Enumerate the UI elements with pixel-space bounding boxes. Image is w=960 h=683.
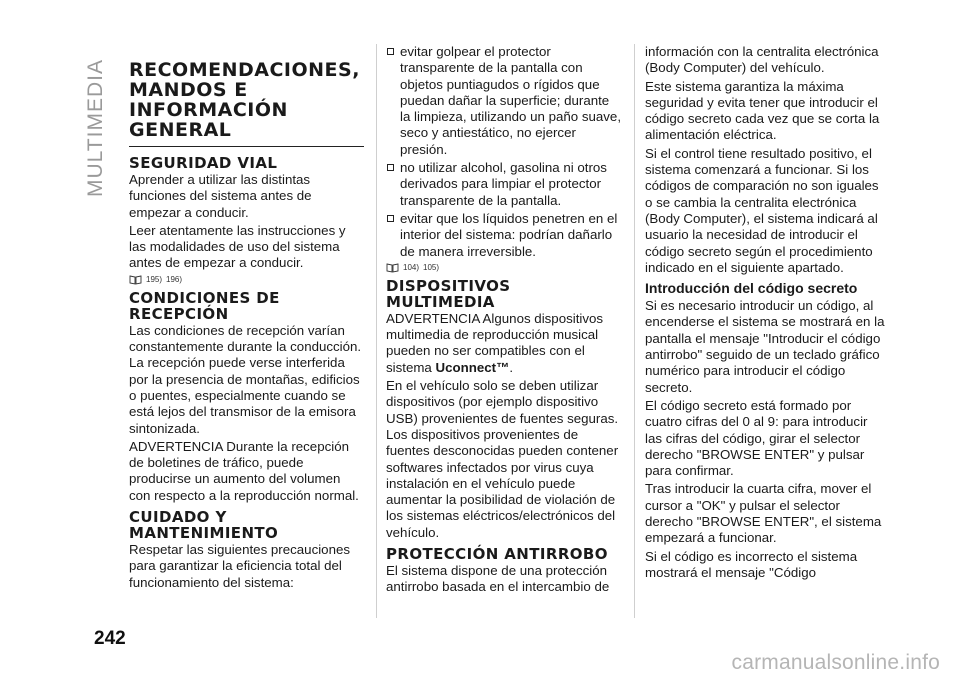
paragraph: Tras introducir la cuarta cifra, mover el cursor a "OK" y pulsar el selector derecho "BROWSE ENTER", el sistema empezará a funcionar.: [645, 481, 882, 546]
reference-number: 196): [166, 274, 183, 284]
heading-proteccion-antirrobo: PROTECCIÓN ANTIRROBO: [386, 545, 608, 564]
reference-number: 105): [423, 262, 440, 272]
paragraph: El código secreto está formado por cuatro cifras del 0 al 9: para introducir las cifras del código, girar el selector derecho "BROWSE ENTER" y pulsar para confirmar.: [645, 397, 868, 479]
paragraph: Si el código es incorrecto el sistema mostrará el mensaje "Código: [645, 548, 858, 580]
column-2: [386, 44, 622, 598]
bullet-item: evitar golpear el protector transparente de la pantalla con objetos puntiagudos o rígidos que puedan dañar la superficie; durante la limpieza, utilizando un paño suave, seco y antiestático, no ejercer presión.: [386, 44, 622, 158]
section-side-label: [78, 58, 114, 198]
heading-cuidado-mantenimiento: CUIDADO Y MANTENIMIENTO: [129, 508, 279, 543]
text-fragment: ADVERTENCIA Algunos dispositivos multimedia de reproducción musical pueden no ser compatibles con el sistema: [386, 310, 604, 375]
reference-notes: [129, 274, 364, 285]
paragraph: Este sistema garantiza la máxima seguridad y evita tener que introducir el código secreto cada vez que se corta la alimentación eléctrica.: [645, 78, 880, 143]
heading-dispositivos-multimedia: DISPOSITIVOS MULTIMEDIA: [386, 276, 511, 311]
watermark: carmanualsonline.info: [731, 651, 940, 674]
paragraph: Si el control tiene resultado positivo, el sistema comenzará a funcionar. Si los códigos de comparación no son iguales o se cambia la centralita electrónica (Body Computer), el sistema indicará al usuario la necesidad de introducir el código secreto según el procedimiento indicado en el siguiente apartado.: [645, 145, 879, 275]
paragraph: ADVERTENCIA Durante la recepción de boletines de tráfico, puede producirse un aumento del volumen con respecto a la reproducción normal.: [129, 438, 359, 503]
column-1: [129, 44, 364, 593]
reference-notes: [386, 262, 622, 273]
brand-name: Uconnect™: [435, 359, 510, 375]
book-reference-icon: [129, 274, 142, 285]
paragraph: Si es necesario introducir un código, al encenderse el sistema se mostrará en la pantalla el mensaje "Introducir el código antirrobo" seguido de un teclado gráfico numérico para introducir el código secreto.: [645, 298, 885, 395]
paragraph: información con la centralita electrónica (Body Computer) del vehículo.: [645, 44, 879, 76]
reference-number: 195): [146, 274, 163, 284]
text-fragment: .: [509, 359, 514, 375]
paragraph: El sistema dispone de una protección antirrobo basada en el intercambio de: [386, 563, 610, 595]
paragraph: Respetar las siguientes precauciones para garantizar la eficiencia total del funcionamiento del sistema:: [129, 542, 351, 590]
heading-introduccion-codigo: Introducción del código secreto: [645, 280, 858, 297]
reference-number: 104): [403, 262, 420, 272]
book-reference-icon: [386, 262, 399, 273]
paragraph: Las condiciones de recepción varían constantemente durante la conducción. La recepción puede verse interferida por la presencia de montañas, edificios o puentes, especialmente cuando se está lejos del transmisor de la emisora sintonizada.: [129, 322, 362, 436]
bullet-item: no utilizar alcohol, gasolina ni otros derivados para limpiar el protector transparente de la pantalla.: [386, 160, 622, 209]
page-title: RECOMENDACIONES, MANDOS E INFORMACIÓN GENERAL: [129, 60, 364, 147]
page-number: 242: [94, 628, 126, 649]
paragraph: En el vehículo solo se deben utilizar dispositivos (por ejemplo dispositivo USB) provenientes de fuentes seguras. Los dispositivos provenientes de fuentes desconocidas pueden contener softwares infectados por virus cuya instalación en el vehículo puede aumentar la posibilidad de violación de los sistemas eléctricos/electrónicos del vehículo.: [386, 378, 619, 540]
paragraph: Aprender a utilizar las distintas funciones del sistema antes de empezar a conducir.: [129, 172, 312, 220]
column-3: [645, 44, 885, 583]
column-divider-2: [634, 44, 635, 618]
bullet-item: evitar que los líquidos penetren en el interior del sistema: podrían dañarlo de manera irreversible.: [386, 211, 622, 260]
section-name: MULTIMEDIA: [84, 59, 108, 197]
paragraph: [386, 311, 622, 376]
heading-seguridad-vial: SEGURIDAD VIAL: [129, 154, 278, 172]
heading-condiciones-recepcion: CONDICIONES DE RECEPCIÓN: [129, 288, 280, 323]
paragraph: Leer atentamente las instrucciones y las modalidades de uso del sistema antes de empezar a conducir.: [129, 222, 346, 271]
column-divider-1: [376, 44, 377, 618]
